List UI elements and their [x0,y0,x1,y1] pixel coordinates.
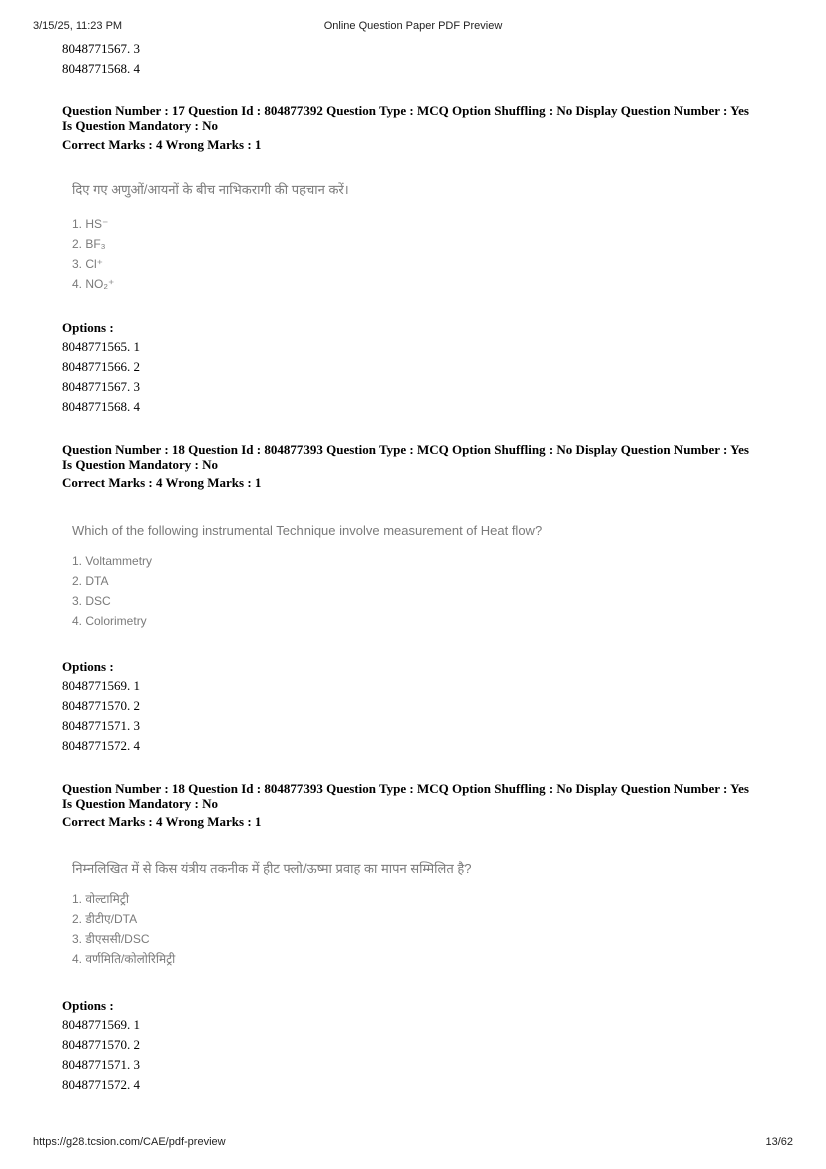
question-mandatory: Is Question Mandatory : No [62,118,219,133]
question-image [72,861,472,967]
option-line: 8048771569. 1 [62,1017,140,1032]
options-label: Options : [62,659,114,674]
header-datetime: 3/15/25, 11:23 PM [33,20,123,32]
option-line: 8048771566. 2 [62,359,140,374]
question-meta: Question Number : 17 Question Id : 804877392 Question Type : MCQ Option Shuffling : No Display Question Number : Yes [62,103,749,118]
option-line: 8048771571. 3 [62,1057,140,1072]
question-stem: Which of the following instrumental Technique involve measurement of Heat flow? [72,523,543,538]
footer-page-number: 13/62 [765,1136,793,1148]
question-meta: Question Number : 18 Question Id : 804877393 Question Type : MCQ Option Shuffling : No Display Question Number : Yes [62,442,749,457]
option-line: 8048771568. 4 [62,61,140,76]
question-image [72,182,349,292]
choice: 3. Cl⁺ [72,257,104,271]
header-title: Online Question Paper PDF Preview [323,20,503,32]
option-line: 8048771569. 1 [62,678,140,693]
question-mandatory: Is Question Mandatory : No [62,796,219,811]
footer-url: https://g28.tcsion.com/CAE/pdf-preview [33,1136,226,1148]
choice: 4. NO₂⁺ [72,277,115,291]
option-line: 8048771568. 4 [62,399,140,414]
choice: 1. HS⁻ [72,217,109,231]
choice: 4. Colorimetry [72,614,147,628]
option-line: 8048771572. 4 [62,738,140,753]
choice: 3. DSC [72,594,111,608]
choice: 2. डीटीए/DTA [72,912,138,926]
choice: 2. BF₃ [72,237,106,251]
choice: 1. Voltammetry [72,554,153,568]
option-line: 8048771570. 2 [62,1037,140,1052]
choice: 2. DTA [72,574,109,588]
question-marks: Correct Marks : 4 Wrong Marks : 1 [62,814,262,829]
option-line: 8048771567. 3 [62,379,140,394]
question-meta: Question Number : 18 Question Id : 804877393 Question Type : MCQ Option Shuffling : No Display Question Number : Yes [62,781,749,796]
question-stem: दिए गए अणुओं/आयनों के बीच नाभिकरागी की पहचान करें। [72,182,349,197]
option-line: 8048771571. 3 [62,718,140,733]
options-label: Options : [62,998,114,1013]
choice: 3. डीएससी/DSC [72,932,150,946]
option-line: 8048771572. 4 [62,1077,140,1092]
option-line: 8048771567. 3 [62,41,140,56]
question-mandatory: Is Question Mandatory : No [62,457,219,472]
question-image [72,523,542,629]
choice: 1. वोल्टामिट्री [72,892,129,906]
option-line: 8048771565. 1 [62,339,140,354]
question-marks: Correct Marks : 4 Wrong Marks : 1 [62,475,262,490]
option-line: 8048771570. 2 [62,698,140,713]
choice: 4. वर्णमिति/कोलोरिमिट्री [72,952,176,966]
question-marks: Correct Marks : 4 Wrong Marks : 1 [62,137,262,152]
options-label: Options : [62,320,114,335]
question-stem: निम्नलिखित में से किस यंत्रीय तकनीक में हीट फ्लो/ऊष्मा प्रवाह का मापन सम्मिलित है? [72,861,472,876]
